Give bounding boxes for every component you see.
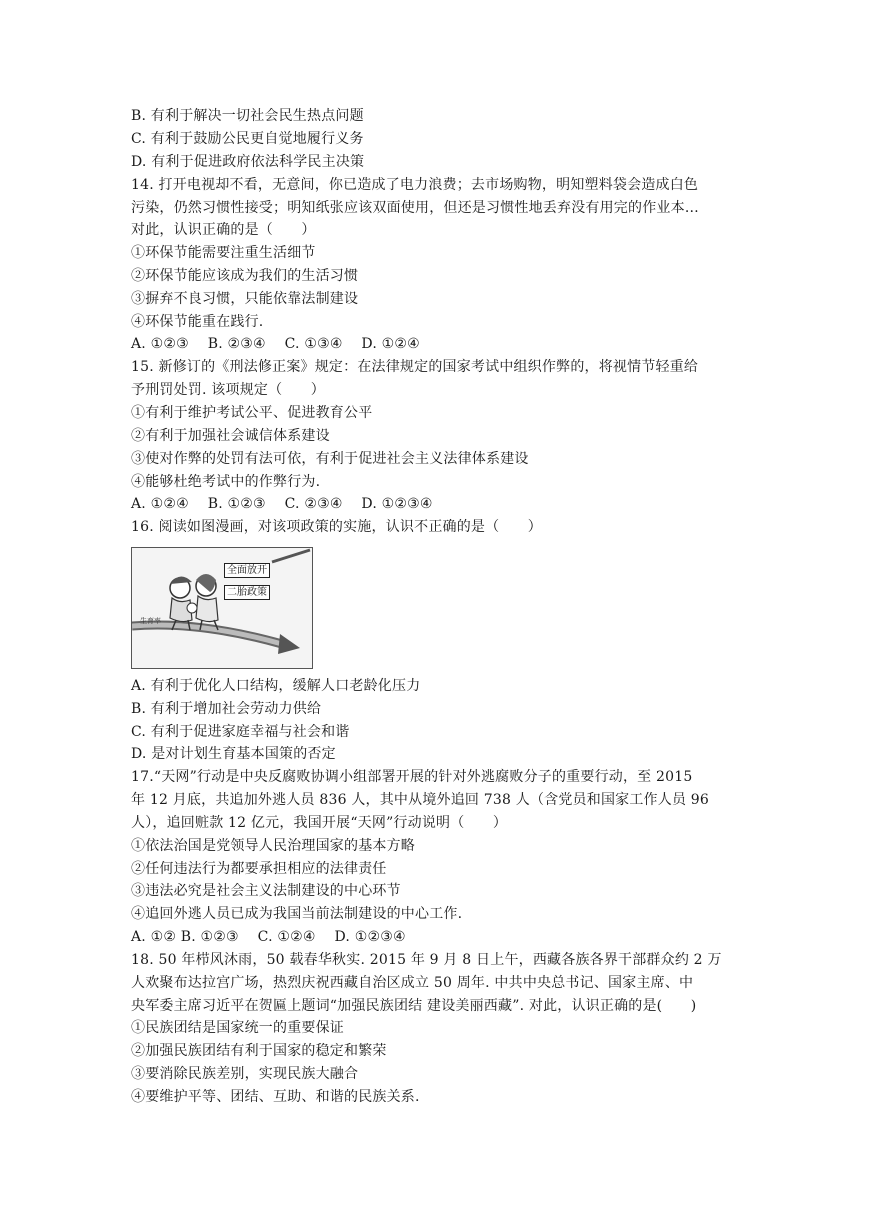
answer-options-14: A. ①②③ B. ②③④ C. ①③④ D. ①②④ — [131, 336, 420, 352]
answer-options-15: A. ①②④ B. ①②③ C. ②③④ D. ①②③④ — [131, 496, 433, 512]
statement-item: ②任何违法行为都要承担相应的法律责任 — [131, 861, 387, 877]
option-13c: C. 有利于鼓励公民更自觉地履行义务 — [131, 131, 364, 147]
option-13b: B. 有利于解决一切社会民生热点问题 — [131, 108, 364, 124]
question-14-stem: 对此，认识正确的是（ ） — [131, 222, 316, 238]
statement-item: ①民族团结是国家统一的重要保证 — [131, 1020, 344, 1036]
statement-item: ③违法必究是社会主义法制建设的中心环节 — [131, 883, 401, 899]
statement-item: ④追回外逃人员已成为我国当前法制建设的中心工作. — [131, 906, 463, 922]
statement-item: ④能够杜绝考试中的作弊行为. — [131, 474, 321, 490]
option-13d: D. 有利于促进政府依法科学民主决策 — [131, 154, 365, 170]
question-14-stem: 污染，仍然习惯性接受；明知纸张应该双面使用，但还是习惯性地丢弃没有用完的作业本… — [131, 200, 699, 216]
policy-cartoon — [131, 547, 313, 669]
answer-options-17: A. ①② B. ①②③ C. ①②④ D. ①②③④ — [131, 929, 406, 945]
statement-item: ③使对作弊的处罚有法可依，有利于促进社会主义法律体系建设 — [131, 451, 529, 467]
statement-item: ②环保节能应该成为我们的生活习惯 — [131, 268, 359, 284]
sign-two-child-policy: 二胎政策 — [224, 585, 270, 600]
statement-item: ④要维护平等、团结、互助、和谐的民族关系. — [131, 1089, 420, 1105]
question-18-stem: 18. 50 年栉风沐雨，50 载春华秋实. 2015 年 9 月 8 日上午，西藏各族各界干部群众约 2 万 — [131, 952, 722, 968]
cartoon-drawing — [132, 548, 312, 668]
question-18-stem: 人欢聚布达拉宫广场，热烈庆祝西藏自治区成立 50 周年. 中共中央总书记、国家主席、中 — [131, 975, 694, 991]
question-14-stem: 14. 打开电视却不看，无意间，你已造成了电力浪费；去市场购物，明知塑料袋会造成白色 — [131, 177, 699, 193]
question-17-stem: 年 12 月底，共追加外逃人员 836 人，其中从境外追回 738 人（含党员和国家工作人员 96 — [131, 792, 710, 808]
arrow-label-birth-rate: 生育率 — [140, 617, 161, 625]
question-17-stem: 17.“天网”行动是中央反腐败协调小组部署开展的针对外逃腐败分子的重要行动，至 2015 — [131, 769, 693, 785]
question-16-stem: 16. 阅读如图漫画，对该项政策的实施，认识不正确的是（ ） — [131, 519, 542, 535]
statement-item: ③摒弃不良习惯，只能依靠法制建设 — [131, 291, 359, 307]
option-16b: B. 有利于增加社会劳动力供给 — [131, 701, 322, 717]
option-16d: D. 是对计划生育基本国策的否定 — [131, 746, 336, 762]
option-16a: A. 有利于优化人口结构，缓解人口老龄化压力 — [131, 678, 421, 694]
option-16c: C. 有利于促进家庭幸福与社会和谐 — [131, 724, 350, 740]
statement-item: ③要消除民族差别，实现民族大融合 — [131, 1066, 359, 1082]
statement-item: ①有利于维护考试公平、促进教育公平 — [131, 405, 373, 421]
question-15-stem: 予刑罚处罚. 该项规定（ ） — [131, 382, 325, 398]
statement-item: ④环保节能重在践行. — [131, 314, 264, 330]
statement-item: ①依法治国是党领导人民治理国家的基本方略 — [131, 838, 415, 854]
statement-item: ②加强民族团结有利于国家的稳定和繁荣 — [131, 1043, 387, 1059]
sign-full-open: 全面放开 — [224, 563, 270, 578]
statement-item: ①环保节能需要注重生活细节 — [131, 245, 316, 261]
question-17-stem: 人），追回赃款 12 亿元，我国开展“天网”行动说明（ ） — [131, 815, 508, 831]
statement-item: ②有利于加强社会诚信体系建设 — [131, 428, 330, 444]
question-15-stem: 15. 新修订的《刑法修正案》规定：在法律规定的国家考试中组织作弊的，将视情节轻重给 — [131, 359, 699, 375]
question-18-stem: 央军委主席习近平在贺匾上题词“加强民族团结 建设美丽西藏”. 对此，认识正确的是( ) — [131, 998, 697, 1014]
